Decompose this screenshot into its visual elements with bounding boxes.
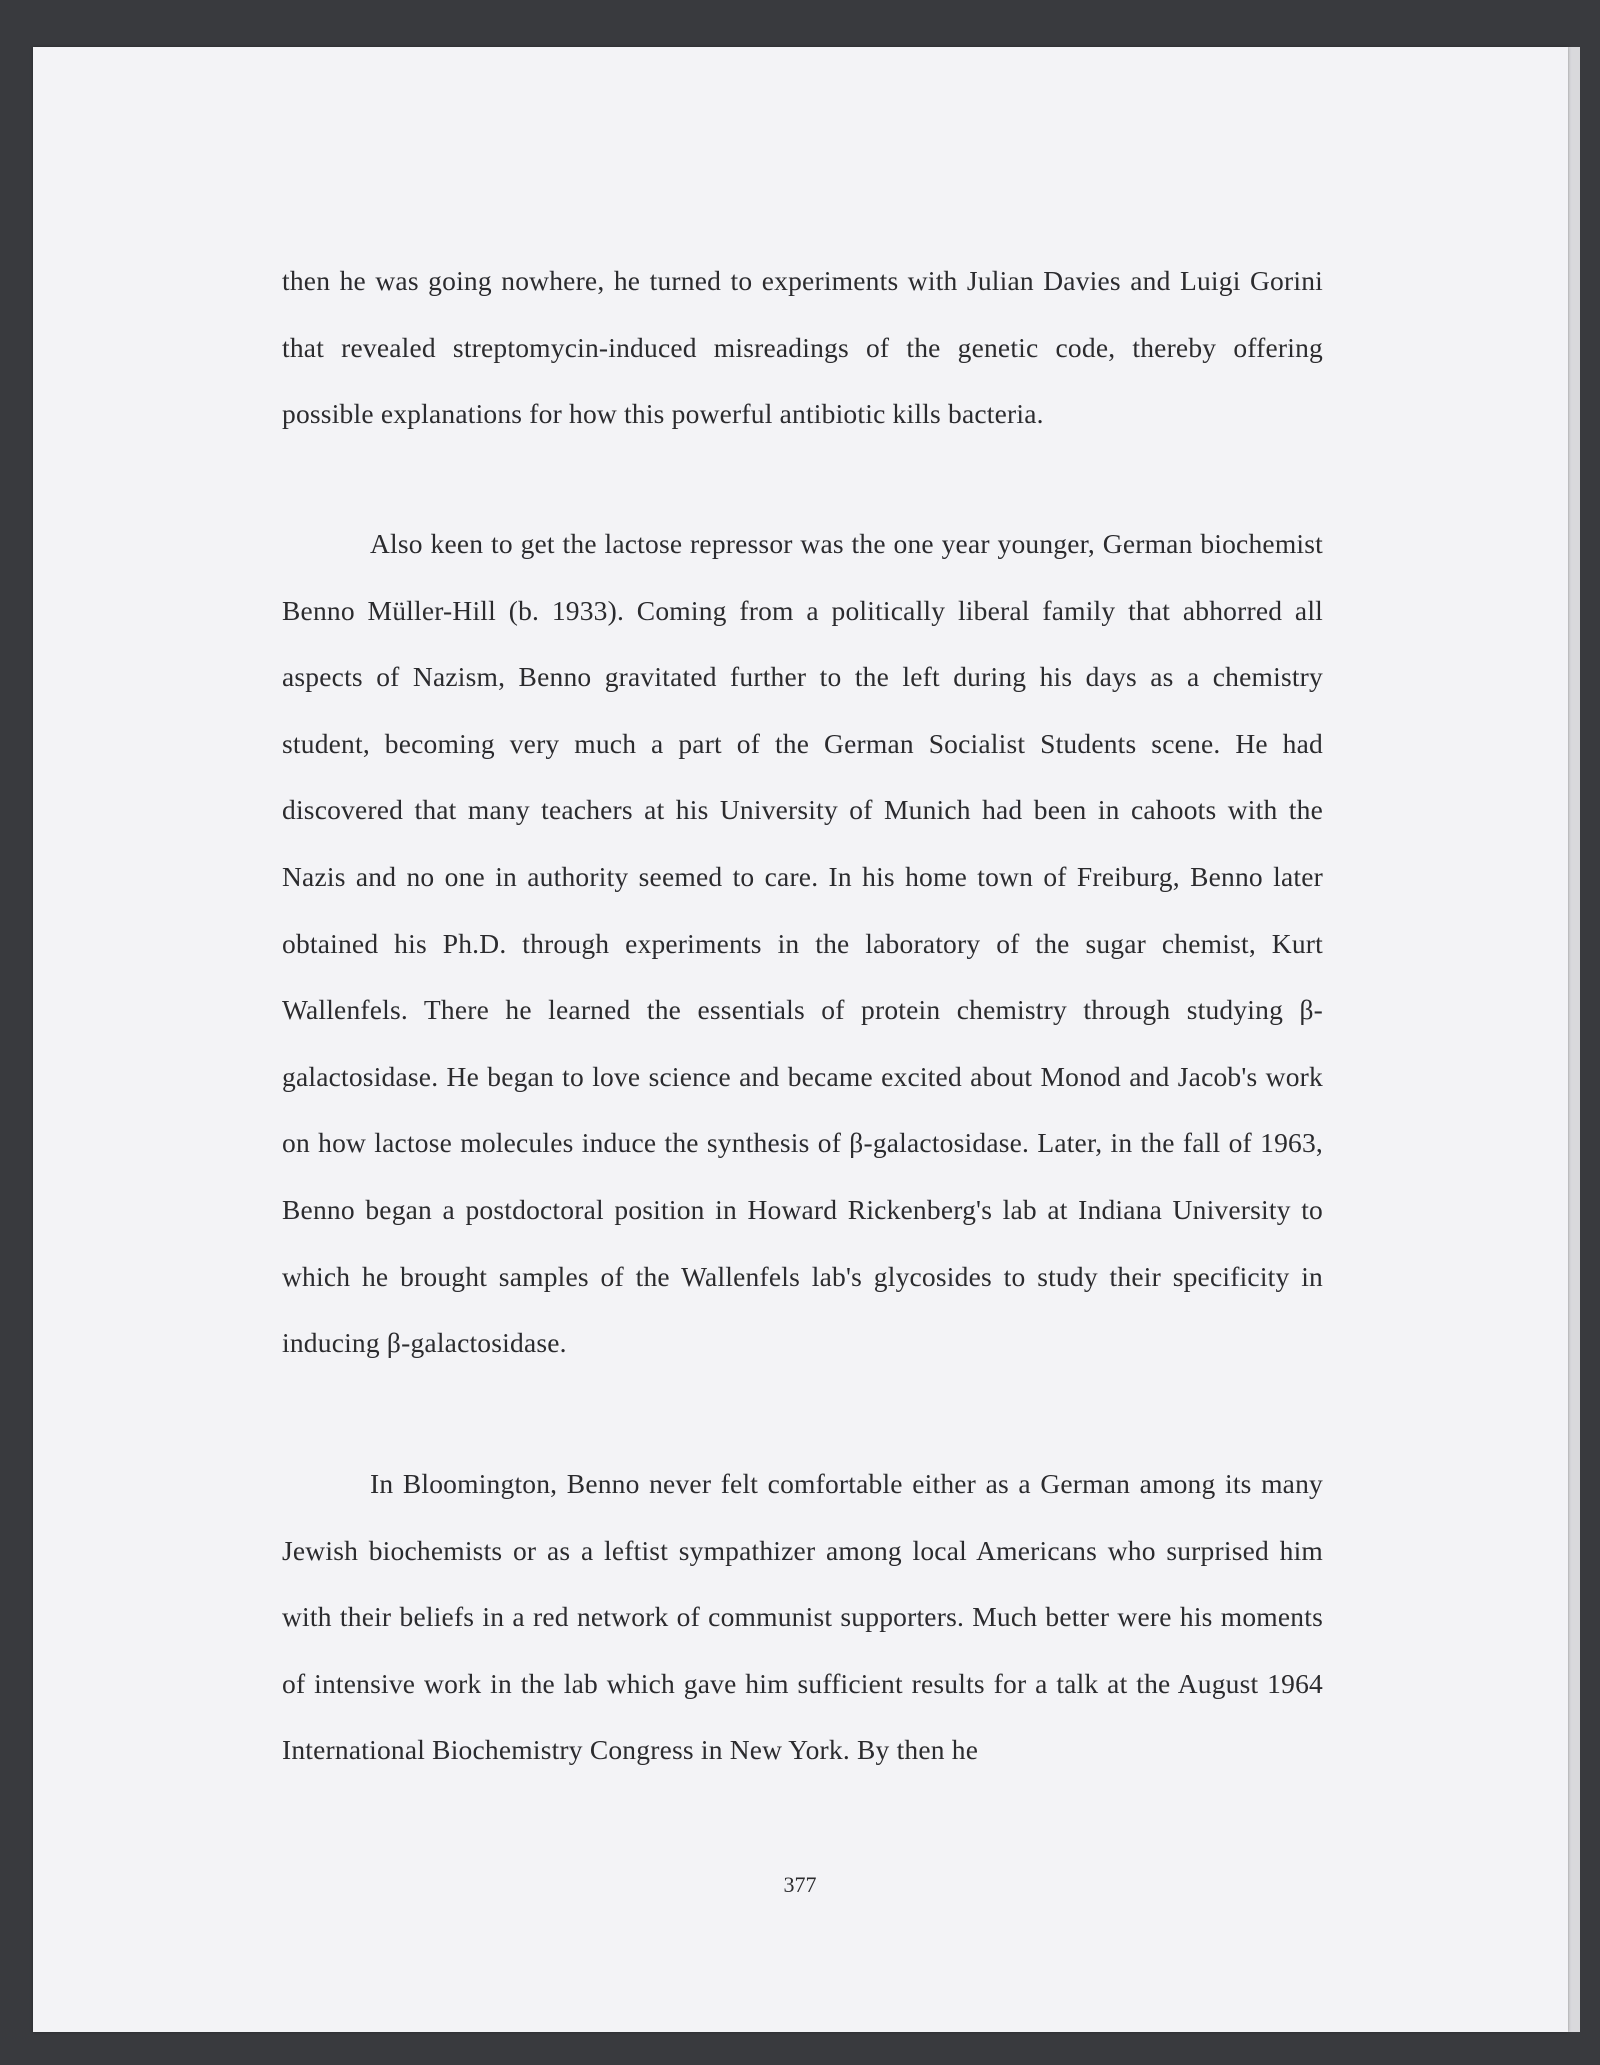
paragraph-1: then he was going nowhere, he turned to experiments with Julian Davies and Luigi Gorini that revealed streptomycin-induced misreadings of the genetic code, thereby offering possible explanations for how this powerful antibiotic kills bacteria. (282, 265, 1323, 430)
paragraph-3: In Bloomington, Benno never felt comfortable either as a German among its many Jewish biochemists or as a leftist sympathizer among local Americans who surprised him with their beliefs in a red network of communist supporters. Much better were his moments of intensive work in the lab which gave him sufficient results for a talk at the August 1964 International Biochemistry Congress in New York. By then he (282, 1468, 1323, 1766)
paragraph-2: Also keen to get the lactose repressor was the one year younger, German biochemist Benno Müller-Hill (b. 1933). Coming from a politically liberal family that abhorred all aspects of Nazism, Benno gravitated further to the left during his days as a chemistry student, becoming very much a part of the German Socialist Students scene. He had discovered that many teachers at his University of Munich had been in cahoots with the Nazis and no one in authority seemed to care. In his home town of Freiburg, Benno later obtained his Ph.D. through experiments in the laboratory of the sugar chemist, Kurt Wallenfels. There he learned the essentials of protein chemistry through studying β-galactosidase. He began to love science and became excited about Monod and Jacob's work on how lactose molecules induce the synthesis of β-galactosidase. Later, in the fall of 1963, Benno began a postdoctoral position in Howard Rickenberg's lab at Indiana University to which he brought samples of the Wallenfels lab's glycosides to study their specificity in inducing β-galactosidase. (282, 528, 1323, 1359)
page-edge-shadow (1568, 47, 1580, 2032)
page-number: 377 (783, 1872, 817, 1897)
